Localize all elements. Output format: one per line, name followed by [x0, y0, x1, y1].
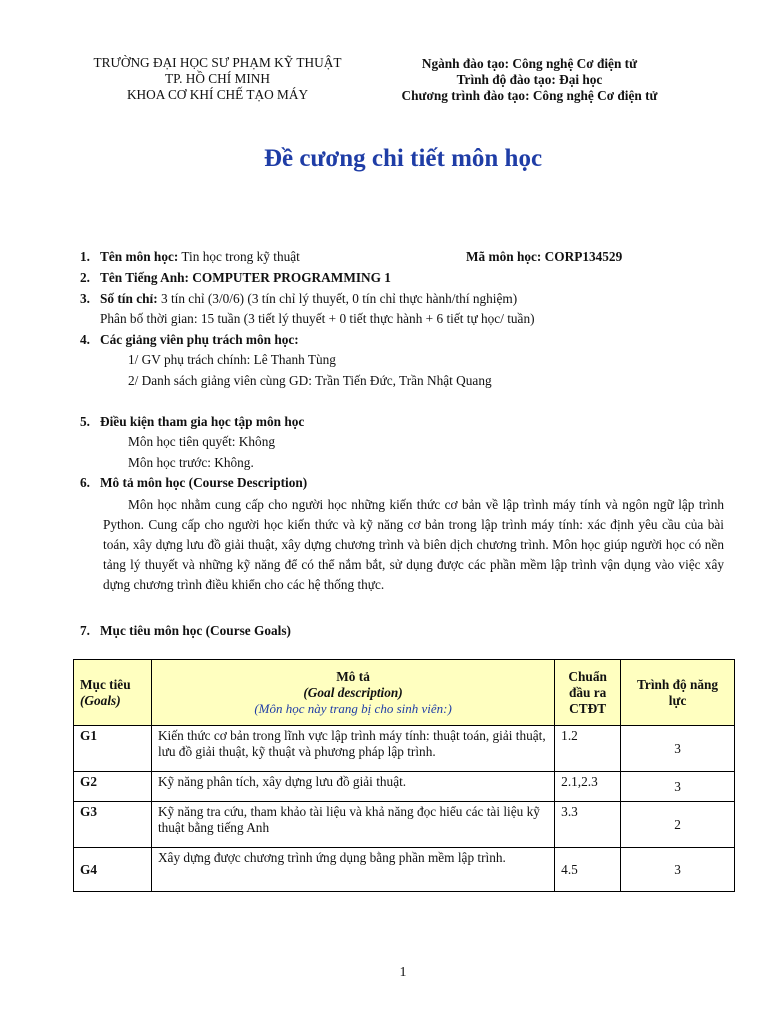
item-label: Điều kiện tham gia học tập môn học	[100, 414, 305, 429]
document-title: Đề cương chi tiết môn học	[263, 145, 543, 172]
goal-level: 3	[621, 772, 735, 802]
item-label: Số tín chỉ:	[100, 291, 158, 306]
goal-id: G4	[74, 848, 152, 892]
item-label: Mục tiêu môn học (Course Goals)	[100, 623, 291, 638]
item-number: 5.	[80, 414, 90, 429]
header-goals-en: (Goals)	[80, 692, 121, 708]
course-description: Môn học nhằm cung cấp cho người học những kiến thức cơ bản về lập trình máy tính và ngôn ngữ lập trình Python. Cung cấp cho người học kiến thức và kỹ năng cơ bản trong lập trình máy tính: xác định yêu cầu của bài toán, xây dựng lưu đồ giải thuật, xây dựng chương trình và biên dịch chương trình. Môn học giúp người học có nền tảng lý thuyết và những kỹ năng để có thể nắm bắt, sử dụng được các phần mềm lập trình vận dụng vào việc xây dựng chương trình điều khiển cho các hệ thống thực.	[103, 497, 724, 592]
goal-level: 3	[621, 848, 735, 892]
program-header	[372, 56, 687, 104]
course-name-value: Tin học trong kỹ thuật	[181, 249, 300, 264]
goal-level: 2	[621, 802, 735, 848]
page-number: 1	[399, 965, 407, 980]
item-label: Tên môn học:	[100, 249, 179, 264]
header-description-note: (Môn học này trang bị cho sinh viên:)	[254, 700, 452, 716]
item-prerequisites	[80, 413, 304, 430]
goals-table	[73, 659, 735, 892]
course-code-value: CORP134529	[544, 249, 623, 264]
program-name: Chương trình đào tạo: Công nghệ Cơ điện tử	[401, 88, 658, 103]
course-code	[466, 248, 622, 265]
goal-level: 3	[621, 726, 735, 772]
goal-outcome: 3.3	[555, 802, 621, 848]
table-row	[74, 848, 735, 892]
goal-description: Xây dựng được chương trình ứng dụng bằng phần mềm lập trình.	[151, 848, 554, 892]
header-level: Trình độ năng lực	[621, 660, 735, 726]
goal-id: G1	[74, 726, 152, 772]
item-label: Các giảng viên phụ trách môn học:	[100, 332, 299, 347]
table-row	[74, 772, 735, 802]
item-number: 6.	[80, 475, 90, 490]
english-name-value: COMPUTER PROGRAMMING 1	[192, 270, 391, 285]
goal-id: G2	[74, 772, 152, 802]
prerequisite-course: Môn học tiên quyết: Không	[128, 434, 275, 449]
item-number: 2.	[80, 270, 90, 285]
goal-description: Kỹ năng tra cứu, tham khảo tài liệu và khả năng đọc hiểu các tài liệu kỹ thuật bằng tiếng Anh	[151, 802, 554, 848]
table-header-row	[74, 660, 735, 726]
header-description	[151, 660, 554, 726]
item-description	[80, 474, 307, 491]
header-goals	[74, 660, 152, 726]
item-lecturers	[80, 331, 299, 348]
credits-value: 3 tín chỉ (3/0/6) (3 tín chỉ lý thuyết, 0 tín chỉ thực hành/thí nghiệm)	[160, 291, 518, 306]
main-lecturer: 1/ GV phụ trách chính: Lê Thanh Tùng	[128, 352, 336, 367]
item-number: 1.	[80, 249, 90, 264]
item-goals	[80, 622, 291, 639]
table-row	[74, 802, 735, 848]
item-number: 4.	[80, 332, 90, 347]
program-major: Ngành đào tạo: Công nghệ Cơ điện tử	[421, 56, 638, 71]
faculty-name: KHOA CƠ KHÍ CHẾ TẠO MÁY	[126, 87, 309, 102]
course-code-label: Mã môn học:	[466, 249, 542, 264]
item-label: Tên Tiếng Anh:	[100, 270, 189, 285]
item-number: 3.	[80, 291, 90, 306]
university-header	[70, 55, 365, 103]
goal-description: Kiến thức cơ bản trong lĩnh vực lập trình máy tính: thuật toán, giải thuật, lưu đồ giải thuật, kỹ thuật và phương pháp lập trình.	[151, 726, 554, 772]
goal-outcome: 4.5	[555, 848, 621, 892]
item-english-name	[80, 269, 391, 286]
item-course-name	[80, 248, 300, 265]
goal-outcome: 1.2	[555, 726, 621, 772]
goal-outcome: 2.1,2.3	[555, 772, 621, 802]
item-label: Mô tả môn học (Course Description)	[100, 475, 308, 490]
header-outcome: Chuẩn đầu ra CTĐT	[555, 660, 621, 726]
header-description-en: (Goal description)	[303, 684, 403, 700]
university-city: TP. HỒ CHÍ MINH	[165, 71, 270, 86]
time-allocation: Phân bố thời gian: 15 tuần (3 tiết lý thuyết + 0 tiết thực hành + 6 tiết tự học/ tuần)	[100, 311, 535, 326]
item-credits	[80, 290, 517, 307]
table-row	[74, 726, 735, 772]
previous-course: Môn học trước: Không.	[128, 455, 254, 470]
header-description-vi: Mô tả	[336, 668, 370, 684]
university-name: TRƯỜNG ĐẠI HỌC SƯ PHẠM KỸ THUẬT	[93, 55, 342, 70]
header-goals-vi: Mục tiêu	[80, 676, 131, 692]
program-level: Trình độ đào tạo: Đại học	[456, 72, 603, 87]
item-number: 7.	[80, 623, 90, 638]
goal-description: Kỹ năng phân tích, xây dựng lưu đồ giải thuật.	[151, 772, 554, 802]
co-lecturers: 2/ Danh sách giảng viên cùng GD: Trần Tiến Đức, Trần Nhật Quang	[128, 373, 492, 388]
goal-id: G3	[74, 802, 152, 848]
